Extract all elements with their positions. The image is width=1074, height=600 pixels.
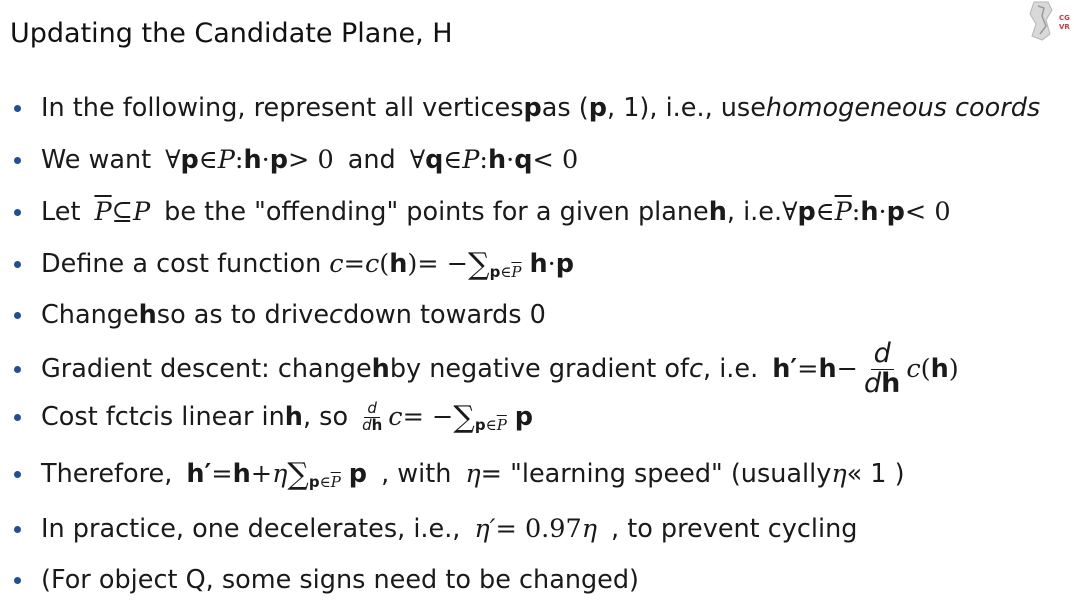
bullet-text: In practice, one decelerates, i.e., (41, 514, 461, 544)
bullet-text: (For object Q, some signs need to be changed) (41, 565, 639, 595)
math-paren: ( (379, 249, 390, 279)
bullet-item (14, 140, 578, 180)
math-dot: · (506, 145, 515, 175)
bullet-dot (14, 261, 21, 268)
math-forall: ∀ (782, 197, 798, 227)
bullet-dot (14, 105, 21, 112)
math-subscript: $p\in\overline{P}$ (489, 263, 522, 281)
math-eta: η (272, 459, 288, 489)
math-eta-prime: η′ (474, 514, 496, 544)
math-set-P: P (133, 197, 151, 227)
bullet-math-bold: p (588, 93, 607, 123)
math-vector-h: h (284, 402, 303, 432)
math-colon: : (479, 145, 488, 175)
bullet-item (14, 244, 574, 284)
math-in: ∈ (443, 145, 463, 175)
slide-title: Updating the Candidate Plane, H (10, 18, 453, 49)
math-vector-h: h (860, 197, 879, 227)
math-plus: + (250, 459, 273, 489)
bullet-dot (14, 209, 21, 216)
bullet-text: In the following, represent all vertices (41, 93, 524, 123)
math-vector-h: h (243, 145, 262, 175)
math-var-c: c (329, 300, 344, 330)
math-var-c: c (388, 402, 403, 432)
math-vector-q: q (514, 145, 533, 175)
bullet-text: « 1 ) (846, 459, 905, 489)
math-equals: = 0.97 (495, 514, 582, 544)
bullet-text: as ( (541, 93, 589, 123)
math-eta: η (465, 459, 481, 489)
math-equals: = − (402, 402, 454, 432)
math-var-c: c (138, 402, 153, 432)
math-in: ∈ (198, 145, 218, 175)
math-vector-p: p (797, 197, 816, 227)
bullet-text: , i.e. (702, 354, 759, 384)
bullet-text: , with (381, 459, 452, 489)
math-subscript: $p\in\overline{P}$ (308, 473, 341, 491)
math-forall: ∀ (165, 145, 181, 175)
bullet-emphasis: homogeneous coords (765, 93, 1041, 123)
bullet-item (14, 338, 959, 399)
math-vector-p: p (269, 145, 288, 175)
math-minus: − (836, 354, 858, 384)
math-eta: η (831, 459, 847, 489)
math-dot: · (878, 197, 887, 227)
bullet-dot (14, 471, 21, 478)
math-var-c: c (906, 354, 921, 384)
bullet-dot (14, 366, 21, 373)
bullet-item (14, 560, 639, 600)
bullet-text: , so (302, 402, 349, 432)
math-dot: · (261, 145, 270, 175)
bullet-text: Cost fct (41, 402, 139, 432)
bullet-text: Define a cost function (41, 249, 322, 279)
bullet-dot (14, 526, 21, 533)
math-dot: · (547, 249, 556, 279)
math-vector-h: h (232, 459, 251, 489)
bullet-text: down towards 0 (343, 300, 546, 330)
bullet-text: , 1), i.e., use (606, 93, 766, 123)
math-fraction-derivative: $\frac{d}{dh}$ (362, 398, 383, 434)
math-equals: = (211, 459, 233, 489)
math-sum: ∑ (287, 456, 309, 492)
bullet-text: Let (41, 197, 81, 227)
math-relation: > 0 (288, 145, 334, 175)
bullet-item (14, 509, 857, 549)
bullet-text: Therefore, (41, 459, 173, 489)
math-var-c: c (329, 249, 344, 279)
bullet-item (14, 454, 905, 494)
math-set-P: P (462, 145, 480, 175)
bullet-text: by negative gradient of (389, 354, 689, 384)
math-sum: ∑ (453, 399, 475, 435)
math-set-Pbar: $\overline{P}$ (834, 197, 852, 227)
math-subscript: $p\in\overline{P}$ (474, 416, 507, 434)
bullet-text: is linear in (152, 402, 285, 432)
math-vector-h: h (488, 145, 507, 175)
math-vector-h: h (529, 249, 548, 279)
math-vector-h: h (708, 197, 727, 227)
math-vector-h: h (389, 249, 408, 279)
bullet-text: = "learning speed" (usually (480, 459, 832, 489)
bullet-text: and (347, 145, 396, 175)
bullet-text: Change (41, 300, 139, 330)
math-vector-p: p (886, 197, 905, 227)
math-sum: ∑ (468, 246, 490, 282)
bullet-dot (14, 414, 21, 421)
math-vector-h: h (138, 300, 157, 330)
math-paren: ( (920, 354, 931, 384)
logo-text-line1: CG (1059, 14, 1070, 22)
math-colon: : (851, 197, 861, 227)
bullet-text: be the "offending" points for a given plane (164, 197, 709, 227)
math-paren: ) (948, 354, 959, 384)
bullet-item (14, 88, 1040, 128)
math-vector-p: p (348, 459, 368, 489)
math-colon: : (234, 145, 244, 175)
bullet-text: so as to drive (156, 300, 330, 330)
math-subset: ⊆ (111, 197, 133, 227)
math-vector-q: q (425, 145, 444, 175)
bullet-text: , to prevent cycling (611, 514, 858, 544)
bullet-item (14, 192, 951, 232)
math-relation: < 0 (904, 197, 951, 227)
math-vector-hprime: h′ (772, 354, 798, 384)
math-vector-p: p (514, 402, 534, 432)
math-vector-hprime: h′ (186, 459, 212, 489)
bullet-dot (14, 577, 21, 584)
math-in: ∈ (815, 197, 835, 227)
bullet-item (14, 295, 546, 335)
bullet-math-bold: p (523, 93, 542, 123)
math-set-Pbar: $\overline{P}$ (94, 197, 112, 227)
bullet-text: , i.e. (726, 197, 783, 227)
bullet-text: We want (41, 145, 152, 175)
math-paren: ) (407, 249, 418, 279)
math-vector-h: h (818, 354, 837, 384)
math-eta: η (581, 514, 598, 544)
bullet-item (14, 397, 533, 437)
math-vector-h: h (930, 354, 949, 384)
bullet-text: Gradient descent: change (41, 354, 372, 384)
math-var-c: c (364, 249, 380, 279)
bullet-dot (14, 312, 21, 319)
math-equals: = (343, 249, 365, 279)
math-fraction-derivative: $\frac{d}{dh}$ (863, 338, 901, 399)
math-set-P: P (217, 145, 235, 175)
math-forall: ∀ (409, 145, 426, 175)
bullet-dot (14, 157, 21, 164)
logo-text-line2: VR (1059, 23, 1070, 31)
math-equals: = − (417, 249, 469, 279)
math-var-c: c (688, 354, 703, 384)
math-equals: = (797, 354, 819, 384)
math-vector-h: h (371, 354, 390, 384)
math-vector-p: p (180, 145, 199, 175)
math-vector-p: p (555, 249, 575, 279)
math-relation: < 0 (532, 145, 579, 175)
